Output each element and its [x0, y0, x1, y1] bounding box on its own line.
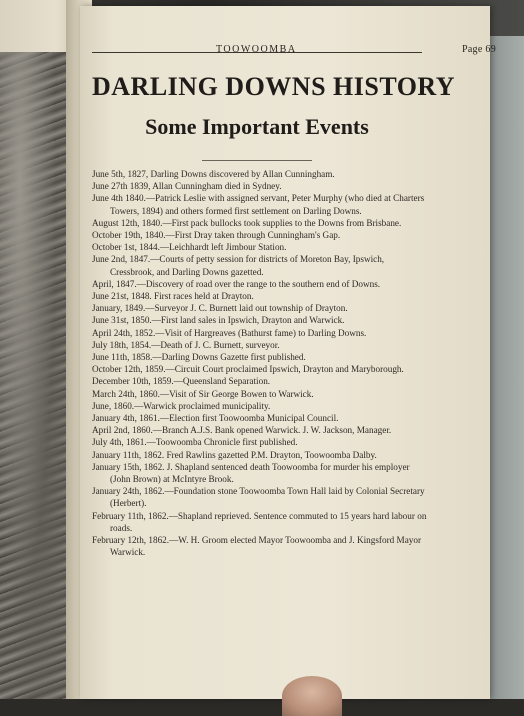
- event-text: —Death of J. C. Burnett, surveyor.: [151, 339, 280, 350]
- running-head-town: TOOWOOMBA: [216, 44, 297, 55]
- event-text: —W. H. Groom elected Mayor Toowoomba and J. Kingsford Mayor Warwick.: [110, 535, 422, 558]
- event-date: January 11th, 1862.: [92, 449, 165, 460]
- event-date: June 27th 1839,: [92, 181, 151, 192]
- event-item: [92, 351, 428, 363]
- event-date: March 24th, 1860.: [92, 388, 160, 399]
- event-text: —Circuit Court proclaimed Ipswich, Drayton and Maryborough.: [165, 364, 404, 375]
- event-date: January 24th, 1862.: [92, 486, 165, 497]
- event-text: —Darling Downs Gazette first published.: [152, 352, 306, 363]
- event-text: First races held at Drayton.: [151, 291, 254, 302]
- event-item: [92, 229, 428, 241]
- event-date: January 4th, 1861.: [92, 413, 160, 424]
- event-text: —Election first Toowoomba Municipal Council.: [159, 413, 339, 424]
- event-item: [92, 192, 428, 216]
- event-item: [92, 290, 428, 302]
- event-date: April, 1847.: [92, 278, 137, 289]
- page-number: Page 69: [461, 44, 496, 55]
- event-date: June, 1860.: [92, 400, 135, 411]
- event-text: —Patrick Leslie with assigned servant, Peter Murphy (who died at Charters Towers, 1894) and others formed first settlement on Darling Downs.: [110, 193, 425, 216]
- event-text: —Branch A.J.S. Bank opened Warwick. J. W. Jackson, Manager.: [152, 425, 392, 436]
- event-item: [92, 217, 428, 229]
- event-date: June 31st, 1850.: [92, 315, 152, 326]
- event-text: —Surveyor J. C. Burnett laid out township of Drayton.: [145, 303, 348, 314]
- event-item: [92, 278, 428, 290]
- event-item: [92, 314, 428, 326]
- event-date: December 10th, 1859.: [92, 376, 174, 387]
- event-date: February 12th, 1862.: [92, 535, 170, 546]
- event-text: —First Dray taken through Cunningham's Gap.: [165, 230, 341, 241]
- event-item: [92, 375, 428, 387]
- event-text: —Discovery of road over the range to the southern end of Downs.: [136, 278, 381, 289]
- event-text: —Shapland reprieved. Sentence commuted to 15 years hard labour on roads.: [110, 510, 427, 533]
- event-date: October 19th, 1840.: [92, 230, 166, 241]
- event-date: June 5th, 1827,: [92, 169, 149, 179]
- event-item: [92, 510, 428, 534]
- events-list: [92, 168, 428, 559]
- event-item: [92, 168, 428, 180]
- event-text: —Visit of Sir George Bowen to Warwick.: [159, 388, 314, 399]
- event-item: [92, 424, 428, 436]
- event-date: June 21st, 1848.: [92, 291, 152, 302]
- event-date: October 12th, 1859.: [92, 364, 166, 375]
- event-text: Fred Rawlins gazetted P.M. Drayton, Toowoomba Dalby.: [164, 449, 377, 460]
- event-item: [92, 339, 428, 351]
- event-text: —Warwick proclaimed municipality.: [134, 400, 271, 411]
- event-item: [92, 302, 428, 314]
- event-date: October 1st, 1844.: [92, 242, 160, 253]
- event-text: Darling Downs discovered by Allan Cunningham.: [148, 169, 335, 179]
- event-item: [92, 449, 428, 461]
- event-date: July 18th, 1854.: [92, 339, 152, 350]
- event-text: —Leichhardt left Jimbour Station.: [159, 242, 287, 253]
- event-date: June 4th 1840.: [92, 193, 146, 204]
- event-item: [92, 180, 428, 192]
- event-item: [92, 253, 428, 277]
- event-date: January 15th, 1862.: [92, 461, 165, 472]
- page-subtitle: Some Important Events: [145, 114, 369, 139]
- event-text: —First pack bullocks took supplies to the Downs from Brisbane.: [162, 217, 402, 228]
- book-cover-edge: [486, 36, 524, 699]
- event-date: January, 1849.: [92, 303, 146, 314]
- event-date: April 24th, 1852.: [92, 327, 156, 338]
- event-date: July 4th, 1861.: [92, 437, 147, 448]
- event-text: —Toowoomba Chronicle first published.: [146, 437, 298, 448]
- event-date: August 12th, 1840.: [92, 217, 163, 228]
- event-date: February 11th, 1862.: [92, 510, 169, 521]
- event-item: [92, 436, 428, 448]
- mountain-photo: [0, 52, 67, 699]
- event-text: —First land sales in Ipswich, Drayton and Warwick.: [151, 315, 345, 326]
- event-date: June 11th, 1858.: [92, 352, 153, 363]
- event-text: J. Shapland sentenced death Toowoomba for murder his employer (John Brown) at McIntyre Brook.: [110, 461, 410, 485]
- event-item: [92, 534, 428, 558]
- event-item: [92, 363, 428, 375]
- event-item: [92, 485, 428, 509]
- event-text: —Queensland Separation.: [173, 376, 271, 387]
- event-text: Allan Cunningham died in Sydney.: [150, 181, 282, 192]
- event-text: —Courts of petty session for districts of Moreton Bay, Ipswich, Cressbrook, and Darling Downs gazetted.: [110, 254, 385, 277]
- header-rule: [92, 52, 422, 53]
- event-item: [92, 461, 428, 485]
- event-item: [92, 327, 428, 339]
- event-date: April 2nd, 1860.: [92, 425, 153, 436]
- event-item: [92, 241, 428, 253]
- event-item: [92, 412, 428, 424]
- title-divider: [202, 160, 312, 161]
- thumb: [282, 676, 342, 716]
- event-date: June 2nd, 1847.: [92, 254, 151, 265]
- event-text: —Foundation stone Toowoomba Town Hall laid by Colonial Secretary (Herbert).: [110, 486, 425, 509]
- page-title: DARLING DOWNS HISTORY: [92, 72, 456, 101]
- event-text: —Visit of Hargreaves (Bathurst fame) to Darling Downs.: [155, 327, 367, 338]
- event-item: [92, 400, 428, 412]
- event-item: [92, 388, 428, 400]
